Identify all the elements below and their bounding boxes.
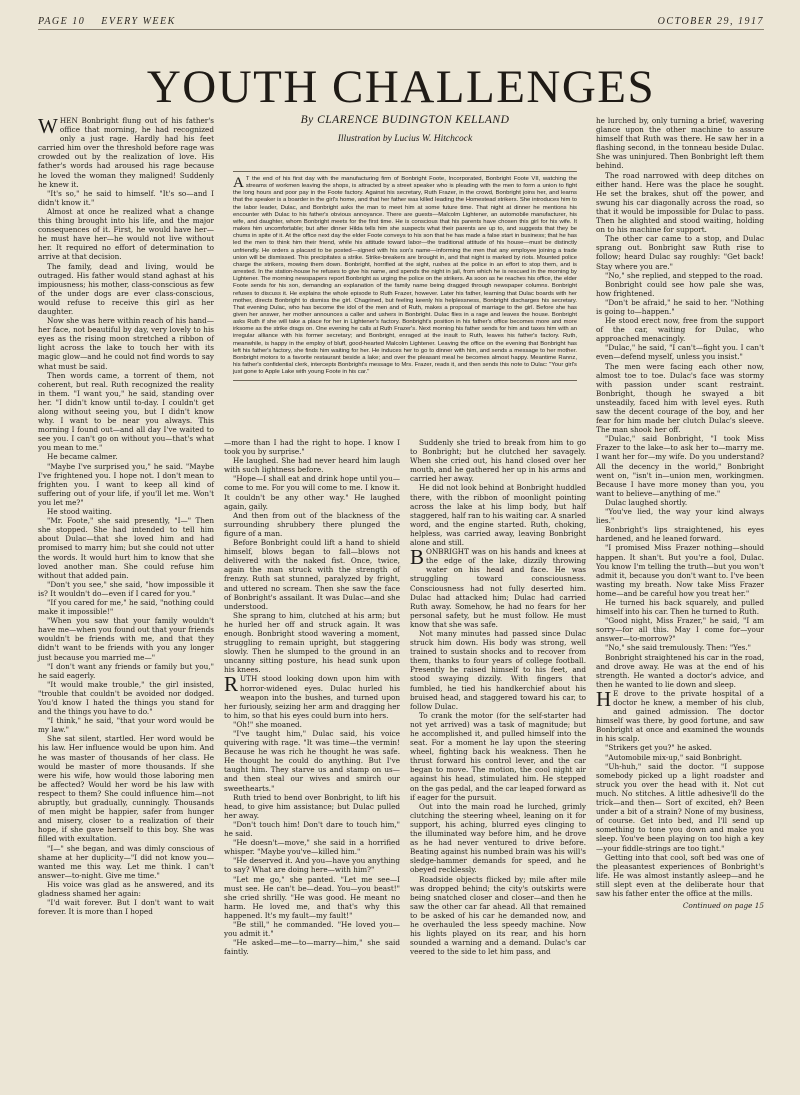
- paragraph-text: Bonbright's lips straightened, his eyes hardened, and he leaned forward.: [596, 525, 764, 544]
- paragraph-text: Suddenly she tried to break from him to go to Bonbright; but he clutched her savagely. When she cried out, his hand closed over her mouth, and he gathered her up in his arms and carried her away.: [410, 438, 586, 484]
- paragraph-text: The other car came to a stop, and Dulac sprang out. Bonbright saw Ruth rise to follow; heard Dulac say roughly: "Get back! Stay where you are.": [596, 234, 764, 271]
- paragraph-text: He stood waiting.: [47, 507, 112, 517]
- paragraph-text: he lurched by, only turning a brief, wavering glance upon the other machine to assure himself that Ruth was there. He saw her in a flashing second, in the tonneau beside Dulac. She was uninjured. Then Bonbright left them behind.: [596, 116, 764, 171]
- paragraph: [38, 462, 214, 507]
- paragraph-text: "You've lied, the way your kind always lies.": [596, 507, 764, 526]
- paragraph-text: "Dulac," he said, "I can't—fight you. I can't even—defend myself, unless you insist.": [596, 343, 764, 362]
- paragraph-text: Not many minutes had passed since Dulac struck him down. His body was strong, well trained to sustain shocks and to recover from them, thanks to four years of college football. Presently he raised himself to his feet, and stood swaying dizzily. With fingers that fumbled, he tied his handkerchief about his bruised head, and staggered toward his car, to follow Dulac.: [410, 628, 586, 711]
- paragraph: [224, 474, 400, 510]
- paragraph: [410, 483, 586, 547]
- paragraph-text: ONBRIGHT was on his hands and knees at the edge of the lake, dizzily throwing water on his head and face. He was struggling toward consciousness. Consciousness had not fully deserted him. Dulac had attacked him; Dulac had carried Ruth away. Somehow, he had no fears for her personal safety, but he must follow. He must know that she was safe.: [410, 547, 586, 629]
- paragraph-text: "Hope—I shall eat and drink hope until you—come to me. For you will come to me. I know it. It couldn't be any other way." He laughed again, gaily.: [224, 474, 400, 511]
- column-3: [410, 438, 586, 956]
- paragraph-text: Then words came, a torrent of them, not coherent, but real. Ruth recognized the reality in them. "I want you," he said, standing over her. "I didn't know until to-day. I couldn't get along without seeing you, but I didn't know why. I want to be near you always. This morning I found out—and all day I've waited to see you. I can't go on without you—that's what you mean to me.": [38, 370, 214, 453]
- paragraph-text: The men were facing each other now, almost toe to toe. Dulac's face was stormy with passion under scant restraint. Bonbright, though he swayed a bit unsteadily, faced him with level eyes. Ruth saw the decent courage of the boy, and her fear for him made her clutch Dulac's sleeve. The man shook her off.: [596, 361, 764, 435]
- paragraph-text: HEN Bonbright flung out of his father's office that morning, he had recognized only a just rage. Hardly had his feet carried him over the threshold before rage was crowded out by the realization of love. His father's words had aroused his rage because he loved the woman they maligned! Suddenly he knew it.: [38, 116, 214, 189]
- paragraph-text: "Don't you see," she said, "how impossible it is? It wouldn't do—even if I cared for you.": [38, 579, 214, 598]
- paragraph-text: He became calmer.: [47, 452, 118, 462]
- running-head: [38, 16, 764, 30]
- paragraph-text: "It's so," he said to himself. "It's so—and I didn't know it.": [38, 188, 214, 207]
- paragraph: [410, 802, 586, 875]
- paragraph-text: E drove to the private hospital of a doctor he knew, a member of his club, and gained admission. The doctor himself was there, by good fortune, and saw Bonbright at once and examined the wounds in his scalp.: [596, 688, 764, 744]
- paragraph-text: "I've taught him," Dulac said, his voice quivering with rage. "It was time—the vermin! Because he was rich he thought he was safe. He thought he could do anything. But I've taught him. They starve us and stamp on us—and then steal our wives and smirch our sweethearts.": [224, 729, 400, 793]
- paragraph-text: Now she was here within reach of his hand—her face, not beautiful by day, very lovely to his eyes as the rising moon stretched a ribbon of light across the lake to touch her with its magic glow—and he could not find words to say what must be said.: [38, 316, 214, 371]
- paragraph-text: "Be still," he commanded. "He loved you—you admit it.": [224, 919, 400, 939]
- paragraph: [410, 875, 586, 957]
- paragraph-text: Roadside objects flicked by; mile after mile was dropped behind; the city's outskirts were being snatched closer and closer—and then he saw the other car far ahead. All that remained to be asked of his car he demanded now, and he overhauled the less speedy machine. Now his lights played on its rear, and his horn sounded a warning and a demand. Dulac's car veered to the side to let him pass, and: [410, 874, 586, 957]
- paragraph: [596, 616, 764, 643]
- paragraph: [38, 880, 214, 898]
- issue-date: OCTOBER 29, 1917: [657, 16, 764, 27]
- paragraph: [596, 298, 764, 316]
- paragraph: [38, 452, 214, 461]
- paragraph-text: He did not look behind at Bonbright huddled there, with the ribbon of moonlight pointing across the lake at his limp body, but half staggered, half ran to his waiting car. A snarled word, and the engine started. Ruth, choking, helpless, was carried away, leaving Bonbright alone and still.: [410, 483, 586, 548]
- paragraph-text: "I don't want any friends or family but you," he said eagerly.: [38, 661, 214, 680]
- drop-cap: H: [596, 686, 612, 711]
- paragraph: [596, 498, 764, 507]
- paragraph: [224, 611, 400, 675]
- paragraph-text: Almost at once he realized what a change this thing brought into his life, and the major consequences of it. First, he would have her—he must have her—he would not live without her. It required no effort of determination to arrive at that decision.: [38, 206, 214, 262]
- paragraph-text: "Good night, Miss Frazer," he said, "I am sorry—for all this. May I come for—your answer—to-morrow?": [596, 616, 764, 644]
- paragraph: [596, 316, 764, 343]
- column-4: [596, 116, 764, 910]
- paragraph: [410, 629, 586, 711]
- byline-block: [224, 114, 586, 144]
- paragraph-text: "He asked—me—to—marry—him," she said faintly.: [224, 938, 400, 957]
- paragraph-text: "Don't touch him! Don't dare to touch him," he said.: [224, 819, 400, 839]
- paragraph-text: His voice was glad as he answered, and its gladness shamed her again:: [38, 879, 214, 898]
- paragraph: [224, 438, 400, 456]
- paragraph: [38, 898, 214, 916]
- story-synopsis: [233, 171, 577, 381]
- paragraph-text: Dulac laughed shortly.: [605, 497, 688, 507]
- drop-cap: B: [410, 545, 425, 570]
- paragraph-text: "Uh-huh," said the doctor. "I suppose somebody picked up a light roadster and struck you over the head with it. Not cut much. No stitches. A little adhesive'll do the trick—and then— Sort of excited, eh? Been under a bit of a strain? None of my business, of course. Get into bed, and I'll send up something to tone you down and make you sleep. You've been playing on too high a key—your fiddle-strings are too tight.": [596, 761, 764, 853]
- paragraph-text: She sprang to him, clutched at his arm; but he hurled her off and struck again. It was enough. Bonbright stood wavering a moment, struggling to remain upright, but staggering slowly. Then he slumped to the ground in an uncanny sitting posture, his head sunk upon his knees.: [224, 610, 400, 675]
- paragraph-text: He turned his back squarely, and pulled himself into his car. Then he turned to Ruth.: [596, 597, 764, 617]
- paragraph-text: "I think," he said, "that your word would be my law.": [38, 716, 214, 735]
- paragraph: [224, 856, 400, 874]
- paragraph-text: "Don't be afraid," he said to her. "Nothing is going to—happen.": [596, 297, 764, 316]
- paragraph: [38, 734, 214, 843]
- paragraph-text: "Oh!" she moaned.: [233, 719, 302, 729]
- drop-cap: W: [38, 114, 58, 138]
- paragraph: [596, 116, 764, 171]
- paragraph: [38, 371, 214, 453]
- paragraph: [596, 753, 764, 762]
- paragraph: [410, 711, 586, 802]
- synopsis-text: T the end of his first day with the manufacturing firm of Bonbright Foote, Incorporated, Bonbright Foote VII, watching the streams of workmen leaving the shops, is attracted by a street speaker who is pleading with the men to form a union to fight the long hours and poor pay in the Foote factory. Against his secretary, Ruth Frazer, in the crowd, Bonbright joins her, and learns that the speaker is a boarder in the girl's home, and that her father was killed leading the Homestead strikers. She introduces him to the labor leader, Dulac, and Bonbright asks the man to meet him at some future time. That night at dinner he mentions his encounter with Dulac to his father's obvious annoyance. There are guests—Malcolm Lightener, an automobile manufacturer, his wife, and daughter, whom Bonbright meets for the first time. He is conscious that his parents have chosen this girl for his wife. It makes him uncomfortable; but after dinner Hilda tells him she suspects what their parents are up to, and suggests that they be chums in spite of it. At the office next day the elder Foote conveys to his son that he has made a false start in business; that he has led the men to think him their friend, while his attitude toward labor—the traditional attitude of his house—must be distinctly unfriendly. He orders a placard to be posted—signed with his son's name—informing the men that any employee joining a trade union will be dismissed. This precipitates a strike. Strike-breakers are brought in, and that night is marked by riots. Mounted police charge the strikers, mowing them down. Bonbright, horrified at the sight, rushes at the police in an effort to stop them, and is arrested. In the station-house he refuses to give his name, and spends the night in jail, from which he is rescued in the morning by Lightener. The morning newspapers report Bonbright as urging the police on the strikers. As soon as he reaches his office, the elder Foote sends for his son, demanding an explanation of the family name being dragged through newspaper columns. Bonbright refuses to discuss it. He explains the whole episode to Ruth Frazer, however. Later his father, learning that Dulac boards with her mother, directs Bonbright to dismiss the girl. Chagrined, but feeling keenly his helplessness, Bonbright discharges his secretary. That evening Dulac, who has become the idol of the men and of Ruth, makes a proposal of marriage to the girl. Before she has given her answer, her mother announces a caller and ushers in Bonbright. Dulac flies in a rage and leaves the house. Bonbright asks Ruth if she will take a place for her in Lightener's factory. Bonbright's position in his father's office becomes more and more irksome as the strike drags on. One evening he calls at Ruth Frazer's. Next morning his father sends for him and taxes him with an irregular alliance with his former secretary; and Bonbright, enraged at the insult to Ruth, leaves his father's factory. Ruth, meanwhile, is happy in the employ of bluff, good-hearted Malcolm Lightener. Leaving the office on the evening that Bonbright has left his father's factory, she finds him waiting for her. He induces her to go to dinner with him, and sends a message to her mother. Bonbright motors to a favorite restaurant beside a lake; and over the pleasant meal he becomes almost happy. Meantime Rannz, his father's confidential clerk, intercepts Bonbright's message to Mrs. Frazer, reads it, and then sends this note to Dulac: "Your girl's just gone to Apple Lake with young Foote in his car.": [233, 176, 577, 376]
- paragraph-text: Getting into that cool, soft bed was one of the pleasantest experiences of Bonbright's life. He was almost instantly asleep—and he still slept even at the deliberate hour that saw his father enter the office at the mills.: [596, 852, 764, 898]
- paragraph: [596, 343, 764, 361]
- paragraph: [596, 653, 764, 689]
- magazine-name: EVERY WEEK: [101, 16, 176, 27]
- magazine-page: [38, 16, 764, 1078]
- paragraph-text: "No," she said tremulously. Then: "Yes.": [605, 643, 751, 653]
- paragraph: [38, 507, 214, 516]
- paragraph-text: "I—" she began, and was dimly conscious of shame at her duplicity—"I did not know you—wanted me this way. Let me think. I can't answer—to-night. Give me time.": [38, 843, 214, 880]
- paragraph-text: Ruth tried to bend over Bonbright, to lift his head, to give him assistance; but Dulac pulled her away.: [224, 792, 400, 820]
- paragraph: [38, 680, 214, 716]
- paragraph: [596, 853, 764, 898]
- paragraph: [38, 844, 214, 880]
- paragraph: [38, 207, 214, 262]
- paragraph: [224, 674, 400, 719]
- paragraph: [596, 171, 764, 235]
- paragraph-text: The road narrowed with deep ditches on either hand. Here was the place he sought. He set the brakes, shut off the power, and swung his car diagonally across the road, so that it would be impossible for Dulac to pass. Then he alighted and stood waiting, holding on to his machine for support.: [596, 170, 764, 235]
- paragraph-text: "He deserved it. And you—have you anything to say? What are doing here—with him?": [224, 856, 400, 875]
- paragraph-text: "Let me go," she panted. "Let me see—I must see. He can't be—dead. You—you beast!" she cried shrilly. "He was good. He meant no harm. He loved me, and that's why this happened. It's my fault—my fault!": [224, 874, 400, 920]
- paragraph-text: "It would make trouble," the girl insisted, "trouble that couldn't be avoided nor dodged. You'd know I hated the things you stand for and the things you have to do.": [38, 679, 214, 717]
- paragraph-text: She sat silent, startled. Her word would be his law. Her influence would be upon him. And he was master of thousands of her class. He would be master of more thousands. If she were his wife, how would those laboring men be affected? Would her word be his law with respect to them? She could influence him—not abruptly, but gradually, cunningly. Thousands of men might be happier, safer from hunger and misery, closer to a realization of their hope, if she gave herself to this boy. She was filled with exultation.: [38, 734, 214, 844]
- paragraph: [596, 543, 764, 598]
- drop-cap: R: [224, 672, 239, 697]
- paragraph-text: Out into the main road he lurched, grimly clutching the steering wheel, leaning on it for support, his aching, blurred eyes clinging to the illuminated way before him, and he drove as he had never ventured to drive before. Beating against his numbed brain was his will's sledge-hammer demands for speed, and he obeyed recklessly.: [410, 801, 586, 875]
- paragraph: [38, 189, 214, 207]
- paragraph: [596, 686, 764, 744]
- continued-note: Continued on page 15: [682, 901, 764, 911]
- paragraph-text: He stood erect now, free from the support of the car, waiting for Dulac, who approached menacingly.: [596, 316, 764, 344]
- paragraph: [410, 438, 586, 483]
- paragraph-text: "Strikers get you?" he asked.: [605, 743, 712, 753]
- paragraph-text: "No," she replied, and stepped to the road.: [605, 270, 763, 280]
- paragraph: [224, 456, 400, 474]
- paragraph: [38, 262, 214, 317]
- paragraph: [596, 743, 764, 752]
- illustrator-credit: Illustration by Lucius W. Hitchcock: [337, 134, 473, 144]
- paragraph: [224, 538, 400, 611]
- paragraph: [38, 116, 214, 189]
- paragraph-text: "I promised Miss Frazer nothing—should happen. It shan't. But you're a fool, Dulac. You know I'm telling the truth—but you won't admit it, because you don't want to. I've been wasting my breath. Now take Miss Frazer home—and be careful how you treat her.": [596, 543, 764, 598]
- paragraph-text: "Mr. Foote," she said presently, "I—" Then she stopped. She had intended to tell him about Dulac—that she loved him and had promised to marry him; but she could not utter the words. It would hurt him to know that she loved another man. She could refuse him without that added pain.: [38, 516, 214, 580]
- paragraph: [224, 793, 400, 820]
- paragraph: [596, 762, 764, 853]
- paragraph: [596, 362, 764, 435]
- paragraph: [224, 938, 400, 956]
- paragraph: [224, 511, 400, 538]
- paragraph: [38, 580, 214, 598]
- paragraph: [38, 316, 214, 371]
- paragraph: [596, 525, 764, 543]
- paragraph: [38, 716, 214, 734]
- paragraph-text: "Automobile mix-up," said Bonbright.: [605, 752, 743, 762]
- paragraph: [38, 616, 214, 661]
- paragraph-text: To crank the motor (for the self-starter had not yet arrived) was a task of magnitude; but he accomplished it, and pulled himself into the seat. For a moment he lay upon the steering wheel, fighting back his weakness. Then he thrust forward his control lever, and the car began to move. The motion, the cool night air against his head, stimulated him. He stepped on the gas pedal, and the car leaped forward as if eager for the pursuit.: [410, 710, 586, 802]
- paragraph: [596, 434, 764, 498]
- paragraph-text: Bonbright could see how pale she was, how frightened.: [596, 279, 764, 298]
- paragraph: [410, 547, 586, 629]
- paragraph: [38, 598, 214, 616]
- paragraph: [224, 838, 400, 856]
- paragraph: [224, 729, 400, 793]
- paragraph-text: The family, dead and living, would be outraged. His father would stand aghast at his impiousness; his mother, class-conscious as few of the under dogs are ever class-conscious, would refuse to receive this girl as her daughter.: [38, 261, 214, 316]
- paragraph: [596, 643, 764, 652]
- paragraph: [596, 234, 764, 270]
- paragraph-text: "If you cared for me," he said, "nothing could make it impossible!": [38, 597, 214, 617]
- paragraph-text: Bonbright straightened his car in the road, and drove away. He was at the end of his strength. He wanted a doctor's advice, and then he wanted to lie down and sleep.: [596, 652, 764, 689]
- author-byline: By CLARENCE BUDINGTON KELLAND: [300, 114, 510, 126]
- paragraph-text: —more than I had the right to hope. I know I took you by surprise.": [224, 438, 400, 457]
- paragraph-text: And then from out of the blackness of the surrounding shrubbery there plunged the figure of a man.: [224, 510, 400, 538]
- page-number: PAGE 10: [38, 16, 86, 27]
- paragraph: [596, 598, 764, 616]
- article-title: YOUTH CHALLENGES: [146, 61, 656, 113]
- paragraph: [596, 507, 764, 525]
- paragraph-text: Before Bonbright could lift a hand to shield himself, blows began to fall—blows not delivered with the naked fist. Once, twice, again the man struck with the strength of frenzy. Ruth sat stunned, paralyzed by fright, and uttered no scream. Then she saw the face of Bonbright's assailant. It was Dulac—and she understood.: [224, 538, 400, 611]
- paragraph: [224, 920, 400, 938]
- paragraph: [224, 820, 400, 838]
- paragraph-text: He laughed. She had never heard him laugh with such lightness before.: [224, 456, 400, 475]
- synopsis-dropcap: A: [233, 175, 244, 191]
- paragraph-text: "Dulac," said Bonbright, "I took Miss Frazer to the lake—to ask her to—marry me. I want her for—my wife. Do you understand? All the decency in the world," Bonbright went on, "isn't in—union men, workingmen. Because I have more money than you, you want to believe—anything of me.": [596, 434, 764, 498]
- column-2: [224, 438, 400, 956]
- paragraph-text: "He doesn't—move," she said in a horrified whisper. "Maybe you've—killed him.": [224, 838, 400, 857]
- paragraph: [224, 875, 400, 920]
- paragraph-text: UTH stood looking down upon him with horror-widened eyes. Dulac hurled his weapon into the bushes, and turned upon her furiously, seizing her arm and dragging her to him, so that his eyes could burn into hers.: [224, 674, 400, 720]
- paragraph-text: "Maybe I've surprised you," he said. "Maybe I've frightened you. I hope not. I don't mean to frighten you. I want to keep all kind of suffering out of your life, if you'll let me. Won't you let me?": [38, 461, 214, 507]
- paragraph: [38, 662, 214, 680]
- paragraph: [224, 720, 400, 729]
- paragraph: [596, 280, 764, 298]
- paragraph: [596, 271, 764, 280]
- paragraph-text: "When you saw that your family wouldn't have me—when you found out that your friends wouldn't be friends with me, and that they didn't want to be friends with you any longer just because you married me—": [38, 616, 214, 662]
- paragraph: [38, 516, 214, 580]
- paragraph-text: "I'd wait forever. But I don't want to wait forever. It is more than I hoped: [38, 898, 214, 917]
- column-1: [38, 116, 214, 916]
